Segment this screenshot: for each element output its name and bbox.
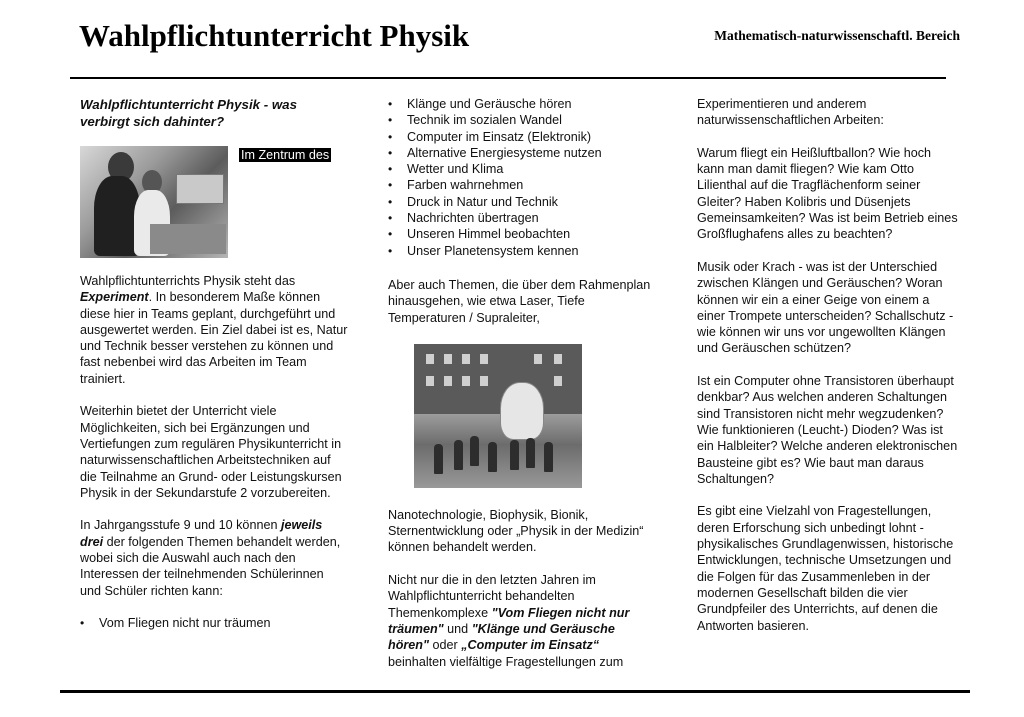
text: und xyxy=(443,621,472,636)
topic-item: • Druck in Natur und Technik xyxy=(388,194,658,210)
text: beinhalten vielfältige Fragestellungen zum xyxy=(388,654,624,669)
topic-item: • Computer im Einsatz (Elektronik) xyxy=(388,129,658,145)
paragraph: Warum fliegt ein Heißluftballon? Wie hoch kann man damit fliegen? Wie kam Otto Lilienthal auf die Tragflächenform seiner Gleiter? Haben Kolibris und Düsenjets Gemeinsamkeiten? Was ist beim Betrieb eines Großflughafens alles zu beachten? xyxy=(697,145,958,242)
column-3 xyxy=(697,96,959,650)
topic-item: • Technik im sozialen Wandel xyxy=(388,112,658,128)
paragraph: Weiterhin bietet der Unterricht viele Möglichkeiten, sich bei Ergänzungen und Vertiefungen zum regulären Physikunterricht in naturwissenschaftlichen Arbeitstechniken auf die Teilnahme an Grund- oder Leistungskursen Physik in der Sekundarstufe 2 vorzubereiten. xyxy=(80,404,342,500)
paragraph: Aber auch Themen, die über dem Rahmenplan hinausgehen, wie etwa Laser, Tiefe Temperaturen / Supraleiter, xyxy=(388,277,651,325)
emphasis-text: "Klänge und Geräusche hören" xyxy=(388,621,615,653)
department-label: Mathematisch-naturwissenschaftl. Bereich xyxy=(714,28,960,43)
paragraph: Ist ein Computer ohne Transistoren überhaupt denkbar? Aus welchen anderen Schaltungen sind Transistoren nicht mehr wegzudenken? Wie funktionieren (Leucht-) Dioden? Was ist ein Halbleiter? Welche anderen elektronischen Bausteine gibt es? Wie baut man daraus Schaltungen? xyxy=(697,374,958,486)
paragraph: Experimentieren und anderem naturwissenschaftlichen Arbeiten: xyxy=(697,97,884,128)
topic-item: • Farben wahrnehmen xyxy=(388,177,658,193)
paragraph xyxy=(388,572,658,670)
topic-item: • Klänge und Geräusche hören xyxy=(388,96,658,112)
top-divider xyxy=(70,77,946,79)
text: Wahlpflichtunterrichts Physik steht das xyxy=(80,274,296,288)
emphasis-text: "Vom Fliegen nicht nur träumen" xyxy=(388,605,630,636)
section-heading: Wahlpflichtunterricht Physik - was verbirgt sich dahinter? xyxy=(80,97,297,129)
page-title: Wahlpflichtunterricht Physik xyxy=(79,18,470,53)
column-2 xyxy=(388,96,658,686)
text: In Jahrgangsstufe 9 und 10 können xyxy=(80,518,281,533)
bottom-divider xyxy=(60,690,970,693)
topic-item: • Wetter und Klima xyxy=(388,161,658,177)
emphasis-text: jeweils drei xyxy=(80,518,323,549)
text: oder xyxy=(428,638,462,653)
topic-list xyxy=(388,96,658,259)
paragraph: Nanotechnologie, Biophysik, Bionik, Sternentwicklung oder „Physik in der Medizin“ können behandelt werden. xyxy=(388,507,644,555)
topic-item: • Unser Planetensystem kennen xyxy=(388,243,658,259)
text: Nicht nur die in den letzten Jahren im Wahlpflichtunterricht behandelten Themenkomplexe xyxy=(388,573,596,620)
topic-list xyxy=(80,615,348,631)
column-1 xyxy=(80,96,348,632)
balloon-photo xyxy=(414,344,582,488)
topic-item: • Vom Fliegen nicht nur träumen xyxy=(80,615,348,631)
photo-row xyxy=(80,146,348,258)
lab-photo xyxy=(80,146,228,258)
photo-caption: Im Zentrum des xyxy=(241,148,330,162)
topic-item: • Unseren Himmel beobachten xyxy=(388,226,658,242)
emphasis-text: „Computer im Einsatz“ xyxy=(461,638,600,653)
text: . In besonderem Maße können diese hier in Teams geplant, durchgeführt und ausgewertet werden. Ein Ziel dabei ist es, Natur und Technik besser verstehen zu können und fast nebenbei wird das Arbeiten im Team trainiert. xyxy=(80,290,348,386)
topic-item: • Nachrichten übertragen xyxy=(388,210,658,226)
text: der folgenden Themen behandelt werden, wobei sich die Auswahl auch nach den Interessen der teilnehmenden Schülerinnen und Schüler richten kann: xyxy=(80,534,341,598)
paragraph xyxy=(80,273,348,387)
topic-item: • Alternative Energiesysteme nutzen xyxy=(388,145,658,161)
paragraph: Es gibt eine Vielzahl von Fragestellungen, deren Erforschung sich unbedingt lohnt - physikalisches Grundlagenwissen, historische Entwicklungen, technische Umsetzungen und die Folgen für das Zusammenleben in der modernen Gesellschaft bilden die vier Grundpfeiler des Unterrichts, auf denen die Antworten basieren. xyxy=(697,504,954,633)
emphasis-text: Experiment xyxy=(80,290,149,305)
paragraph xyxy=(80,517,348,598)
paragraph: Musik oder Krach - was ist der Unterschied zwischen Klängen und Geräuschen? Woran können wir ein a einer Geige von einem a einer Trompete unterscheiden? Schallschutz - wie können wir uns vor ungewollten Klängen und Geräuschen schützen? xyxy=(697,259,954,356)
